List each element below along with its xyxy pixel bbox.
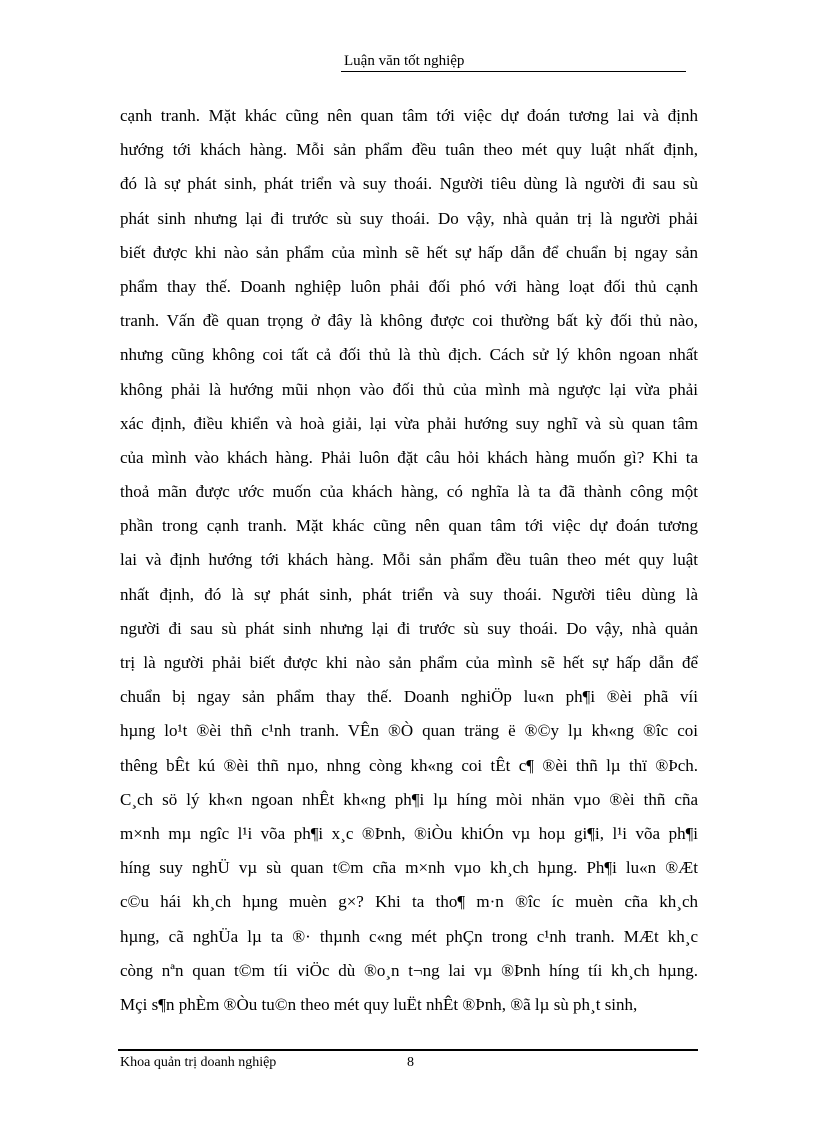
text-line: người đi sau sù phát sinh nhưng lại đi trước sù suy thoái. Do vậy, nhà quản — [120, 618, 698, 638]
text-line: hµng, cã nghÜa lµ ta ®· thµnh c«ng mét phÇn trong c¹nh tranh. MÆt kh¸c — [120, 926, 698, 946]
text-line: phát sinh nhưng lại đi trước sù suy thoái. Do vậy, nhà quản trị là người phải — [120, 208, 698, 228]
text-line: còng nªn quan t©m tíi viÖc dù ®o¸n t¬ng lai vµ ®Þnh híng tíi kh¸ch hµng. — [120, 960, 698, 980]
body-text — [120, 99, 698, 1022]
text-line: đó là sự phát sinh, phát triển và suy thoái. Người tiêu dùng là người đi sau sù — [120, 174, 698, 194]
text-line: nhưng cũng không coi tất cả đối thủ là thù địch. Cách sử lý khôn ngoan nhất — [120, 345, 698, 365]
text-line: híng suy nghÜ vµ sù quan t©m cña m×nh vµo kh¸ch hµng. Ph¶i lu«n ®Æt — [120, 858, 698, 878]
text-line: của mình vào khách hàng. Phải luôn đặt câu hỏi khách hàng muốn gì? Khi ta — [120, 447, 698, 467]
page-number: 8 — [407, 1055, 414, 1070]
text-line: nhất định, đó là sự phát sinh, phát triển và suy thoái. Người tiêu dùng là — [120, 584, 698, 604]
text-line: lai và định hướng tới khách hàng. Mỗi sản phẩm đều tuân theo mét quy luật — [120, 550, 698, 570]
text-line: xác định, điều khiển và hoà giải, lại vừa phải hướng suy nghĩ và sù quan tâm — [120, 413, 698, 433]
text-line: C¸ch sö lý kh«n ngoan nhÊt kh«ng ph¶i lµ híng mòi nhän vµo ®èi thñ cña — [120, 789, 698, 809]
text-line: thoả mãn được ước muốn của khách hàng, có nghĩa là ta đã thành công một — [120, 482, 698, 502]
footer-rule — [118, 1049, 698, 1051]
header-title: Luận văn tốt nghiệp — [344, 53, 465, 69]
text-line: cạnh tranh. Mặt khác cũng nên quan tâm tới việc dự đoán tương lai và định — [120, 106, 698, 125]
text-line: phần trong cạnh tranh. Mặt khác cũng nên quan tâm tới việc dự đoán tương — [120, 516, 698, 536]
text-line: tranh. Vấn đề quan trọng ở đây là không được coi thường bất kỳ đối thủ nào, — [120, 311, 698, 331]
text-line: m×nh mµ ngîc l¹i võa ph¶i x¸c ®Þnh, ®iÒu khiÓn vµ hoµ gi¶i, l¹i võa ph¶i — [120, 823, 698, 843]
text-line: Mçi s¶n phÈm ®Òu tu©n theo mét quy luËt nhÊt ®Þnh, ®ã lµ sù ph¸t sinh, — [120, 994, 638, 1014]
text-line: biết được khi nào sản phẩm của mình sẽ hết sự hấp dẫn để chuẩn bị ngay sản — [120, 242, 698, 262]
text-line: chuẩn bị ngay sản phẩm thay thế. Doanh nghiÖp lu«n ph¶i ®èi phã víi — [120, 687, 698, 707]
text-line: hướng tới khách hàng. Mỗi sản phẩm đều tuân theo mét quy luật nhất định, — [120, 140, 698, 160]
running-header — [341, 51, 686, 72]
text-line: hµng lo¹t ®èi thñ c¹nh tranh. VÊn ®Ò quan träng ë ®©y lµ kh«ng ®îc coi — [120, 721, 698, 741]
footer-text: Khoa quản trị doanh nghiệp — [120, 1055, 277, 1070]
text-line: trị là người phải biết được khi nào sản phẩm của mình sẽ hết sự hấp dẫn để — [120, 653, 698, 672]
text-line: thêng bÊt kú ®èi thñ nµo, nhng còng kh«ng coi tÊt c¶ ®èi thñ lµ thï ®Þch. — [120, 755, 698, 775]
text-line: không phải là hướng mũi nhọn vào đối thủ của mình mà ngược lại vừa phải — [120, 379, 698, 399]
text-line: phẩm thay thế. Doanh nghiệp luôn phải đối phó với hàng loạt đối thủ cạnh — [120, 276, 698, 296]
text-line: c©u hái kh¸ch hµng muèn g×? Khi ta tho¶ m·n ®îc íc muèn cña kh¸ch — [120, 892, 698, 912]
